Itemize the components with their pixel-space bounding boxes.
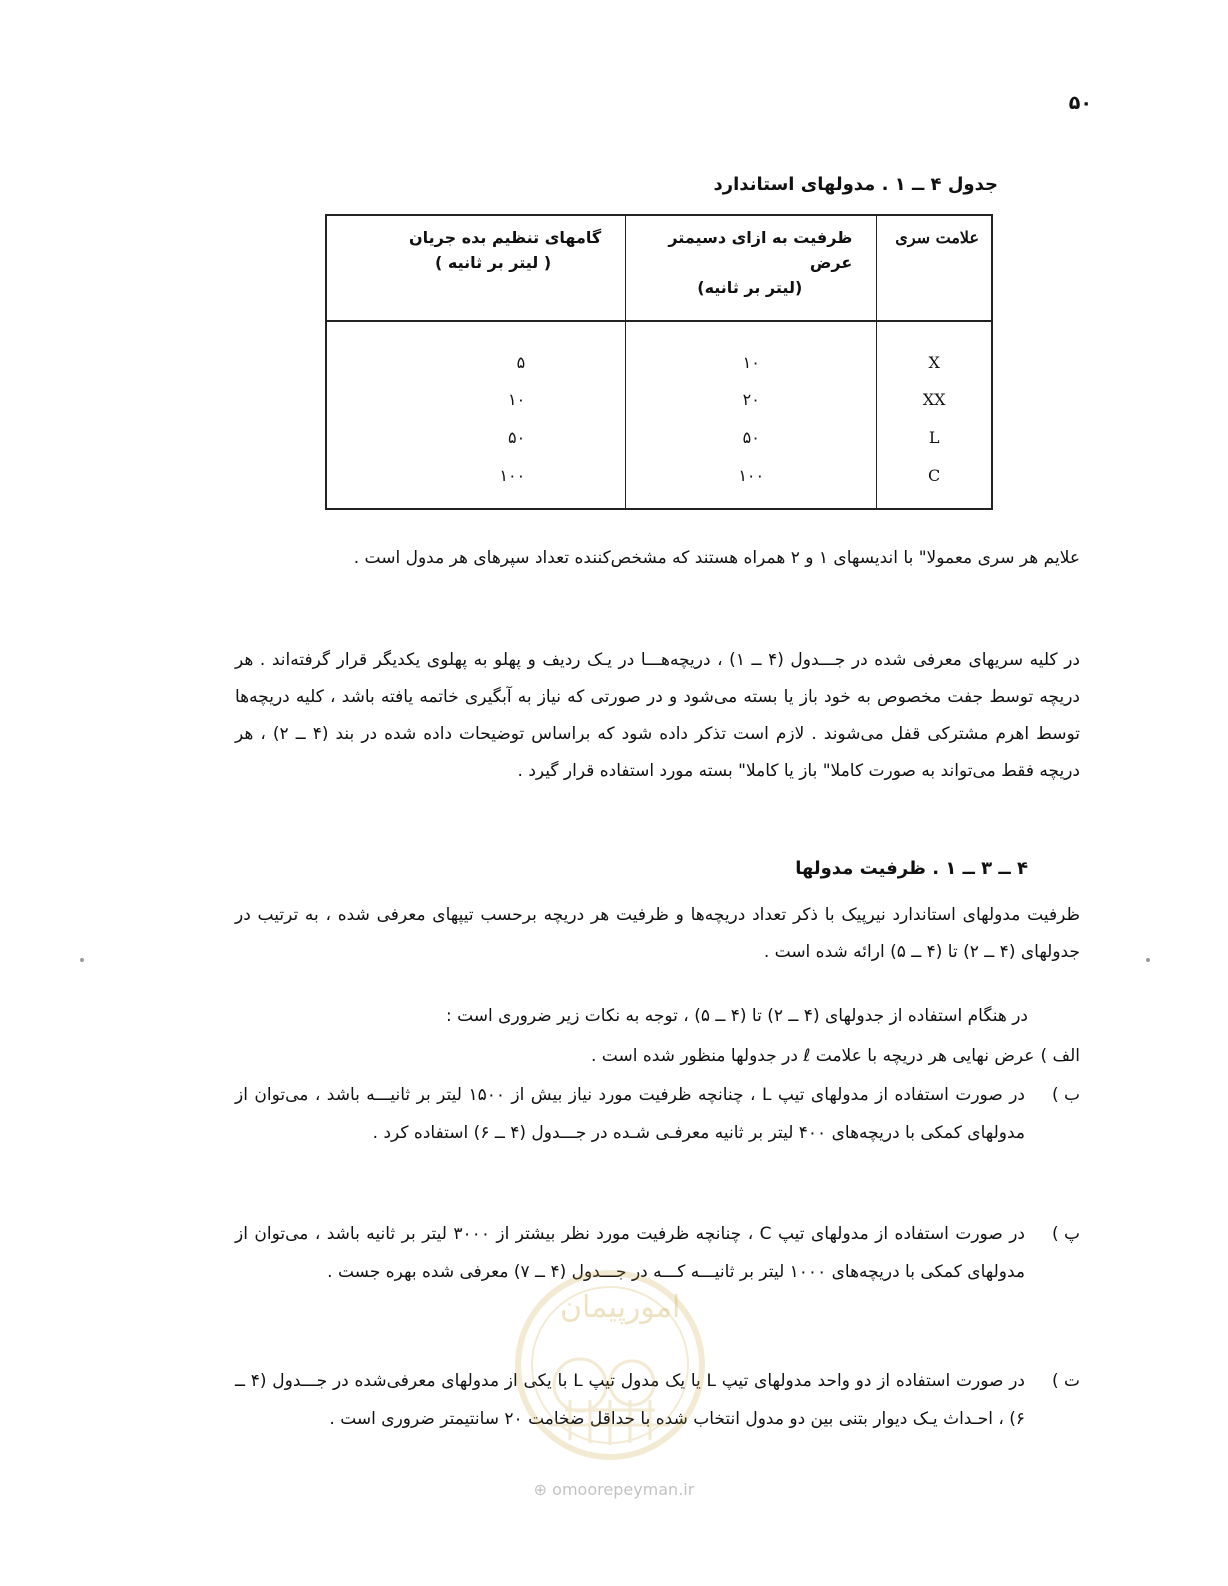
- table-row: [326, 418, 992, 456]
- paragraph-gates-description: در کلیه سریهای معرفی شده در جـــدول (۴ ــ ۱) ، دریچه‌هـــا در یـک ردیف و پهلو به پهلوی یکدیگر قرار گرفته‌اند . هر دریچه توسط جفت مخصوص به خود باز یا بسته می‌شود و در صورتی که نیاز به آبگیری خاتمه یافته باشد ، کلیه دریچه‌ها توسط اهرم مشترکی قفل می‌شوند . لازم است تذکر داده شود که براساس توضیحات داده شده در بند (۴ ــ ۲) ، هر دریچه فقط می‌تواند به صورت کاملا" باز یا کاملا" بسته مورد استفاده قرار گیرد .: [235, 650, 1080, 781]
- scan-speck: [1146, 958, 1150, 962]
- list-text: در صورت استفاده از مدولهای تیپ C ، چنانچه ظرفیت مورد نظر بیشتر از ۳۰۰۰ لیتر بر ثانیه باشد ، می‌توان از مدولهای کمکی با دریچه‌های ۱۰۰۰ لیتر بر ثانیـــه کـــه در جـــدول (۴ ــ ۷) معرفی شده بهره جست .: [235, 1224, 1025, 1282]
- paragraph-series-marks: علایم هر سری معمولا" با اندیسهای ۱ و ۲ همراه هستند که مشخص‌کننده تعداد سپرهای هر مدول است .: [353, 548, 1080, 568]
- globe-icon: ⊕: [533, 1480, 548, 1499]
- header-capacity-unit: (لیتر بر ثانیه): [697, 277, 803, 297]
- header-steps: [326, 215, 626, 321]
- row-mark: XX: [877, 380, 992, 418]
- list-text: عرض نهایی هر دریچه با علامت ℓ در جدولها منظور شده است .: [590, 1046, 1035, 1066]
- row-capacity: ۵۰: [626, 418, 877, 456]
- list-text: در صورت استفاده از مدولهای تیپ L ، چنانچه ظرفیت مورد نیاز بیش از ۱۵۰۰ لیتر بر ثانیـــه باشد ، می‌توان از مدولهای کمکی با دریچه‌های ۴۰۰ لیتر بر ثانیه معرفـی شـده در جـــدول (۴ ــ ۶) استفاده کرد .: [235, 1085, 1025, 1143]
- header-series-mark-label: علامت سری: [895, 228, 979, 247]
- table-row: [326, 380, 992, 418]
- table-row: [326, 456, 992, 509]
- watermark-url: [0, 1480, 1228, 1499]
- list-marker: الف ): [1040, 1046, 1080, 1066]
- list-marker: ت ): [1051, 1371, 1080, 1391]
- watermark-url-text: omoorepeyman.ir: [552, 1480, 695, 1499]
- page-number: ۵۰: [1068, 92, 1092, 114]
- section-heading: ۴ ــ ۳ ــ ۱ . ظرفیت مدولها: [795, 858, 1028, 879]
- header-series-mark: [877, 215, 992, 321]
- watermark-logo-text: امورپیمان: [560, 1290, 681, 1325]
- paragraph-module-capacity: ظرفیت مدولهای استاندارد نیرپیک با ذکر تعداد دریچه‌ها و ظرفیت هر دریچه برحسب تیپهای معرفی شده ، به ترتیب در جدولهای (۴ ــ ۲) تا (۴ ــ ۵) ارائه شده است .: [235, 905, 1080, 962]
- row-steps: ۵: [516, 352, 526, 372]
- table-header-row: [326, 215, 992, 321]
- scan-speck: [80, 958, 84, 962]
- paragraph-notes-intro: در هنگام استفاده از جدولهای (۴ ــ ۲) تا (۴ ــ ۵) ، توجه به نکات زیر ضروری است :: [445, 1006, 1028, 1026]
- header-steps-unit: ( لیتر بر ثانیه ): [435, 252, 552, 272]
- list-marker: پ ): [1051, 1224, 1080, 1244]
- row-mark: C: [877, 456, 992, 509]
- list-item: [235, 1076, 1080, 1152]
- row-mark: X: [877, 321, 992, 380]
- list-item: [235, 1037, 1080, 1075]
- table-row: [326, 321, 992, 380]
- table-caption: جدول ۴ ــ ۱ . مدولهای استاندارد: [713, 174, 998, 195]
- row-steps: ۱۰۰: [499, 465, 526, 485]
- row-mark: L: [877, 418, 992, 456]
- header-capacity-label: ظرفیت به ازای دسیمتر عرض: [668, 228, 853, 272]
- row-steps: ۱۰: [508, 389, 526, 409]
- modules-table: [325, 214, 993, 510]
- header-capacity: [626, 215, 877, 321]
- list-text: در صورت استفاده از دو واحد مدولهای تیپ L یا یک مدول تیپ L با یکی از مدولهای معرفی‌شده در جـــدول (۴ ــ ۶) ، احـداث یـک دیوار بتنی بین دو مدول انتخاب شده با حداقل ضخامت ۲۰ سانتیمتر ضروری است .: [235, 1371, 1025, 1429]
- header-steps-label: گامهای تنظیم بده جریان: [408, 228, 602, 247]
- row-capacity: ۱۰۰: [626, 456, 877, 509]
- row-capacity: ۲۰: [626, 380, 877, 418]
- row-capacity: ۱۰: [626, 321, 877, 380]
- row-steps: ۵۰: [508, 427, 526, 447]
- list-marker: ب ): [1051, 1085, 1080, 1105]
